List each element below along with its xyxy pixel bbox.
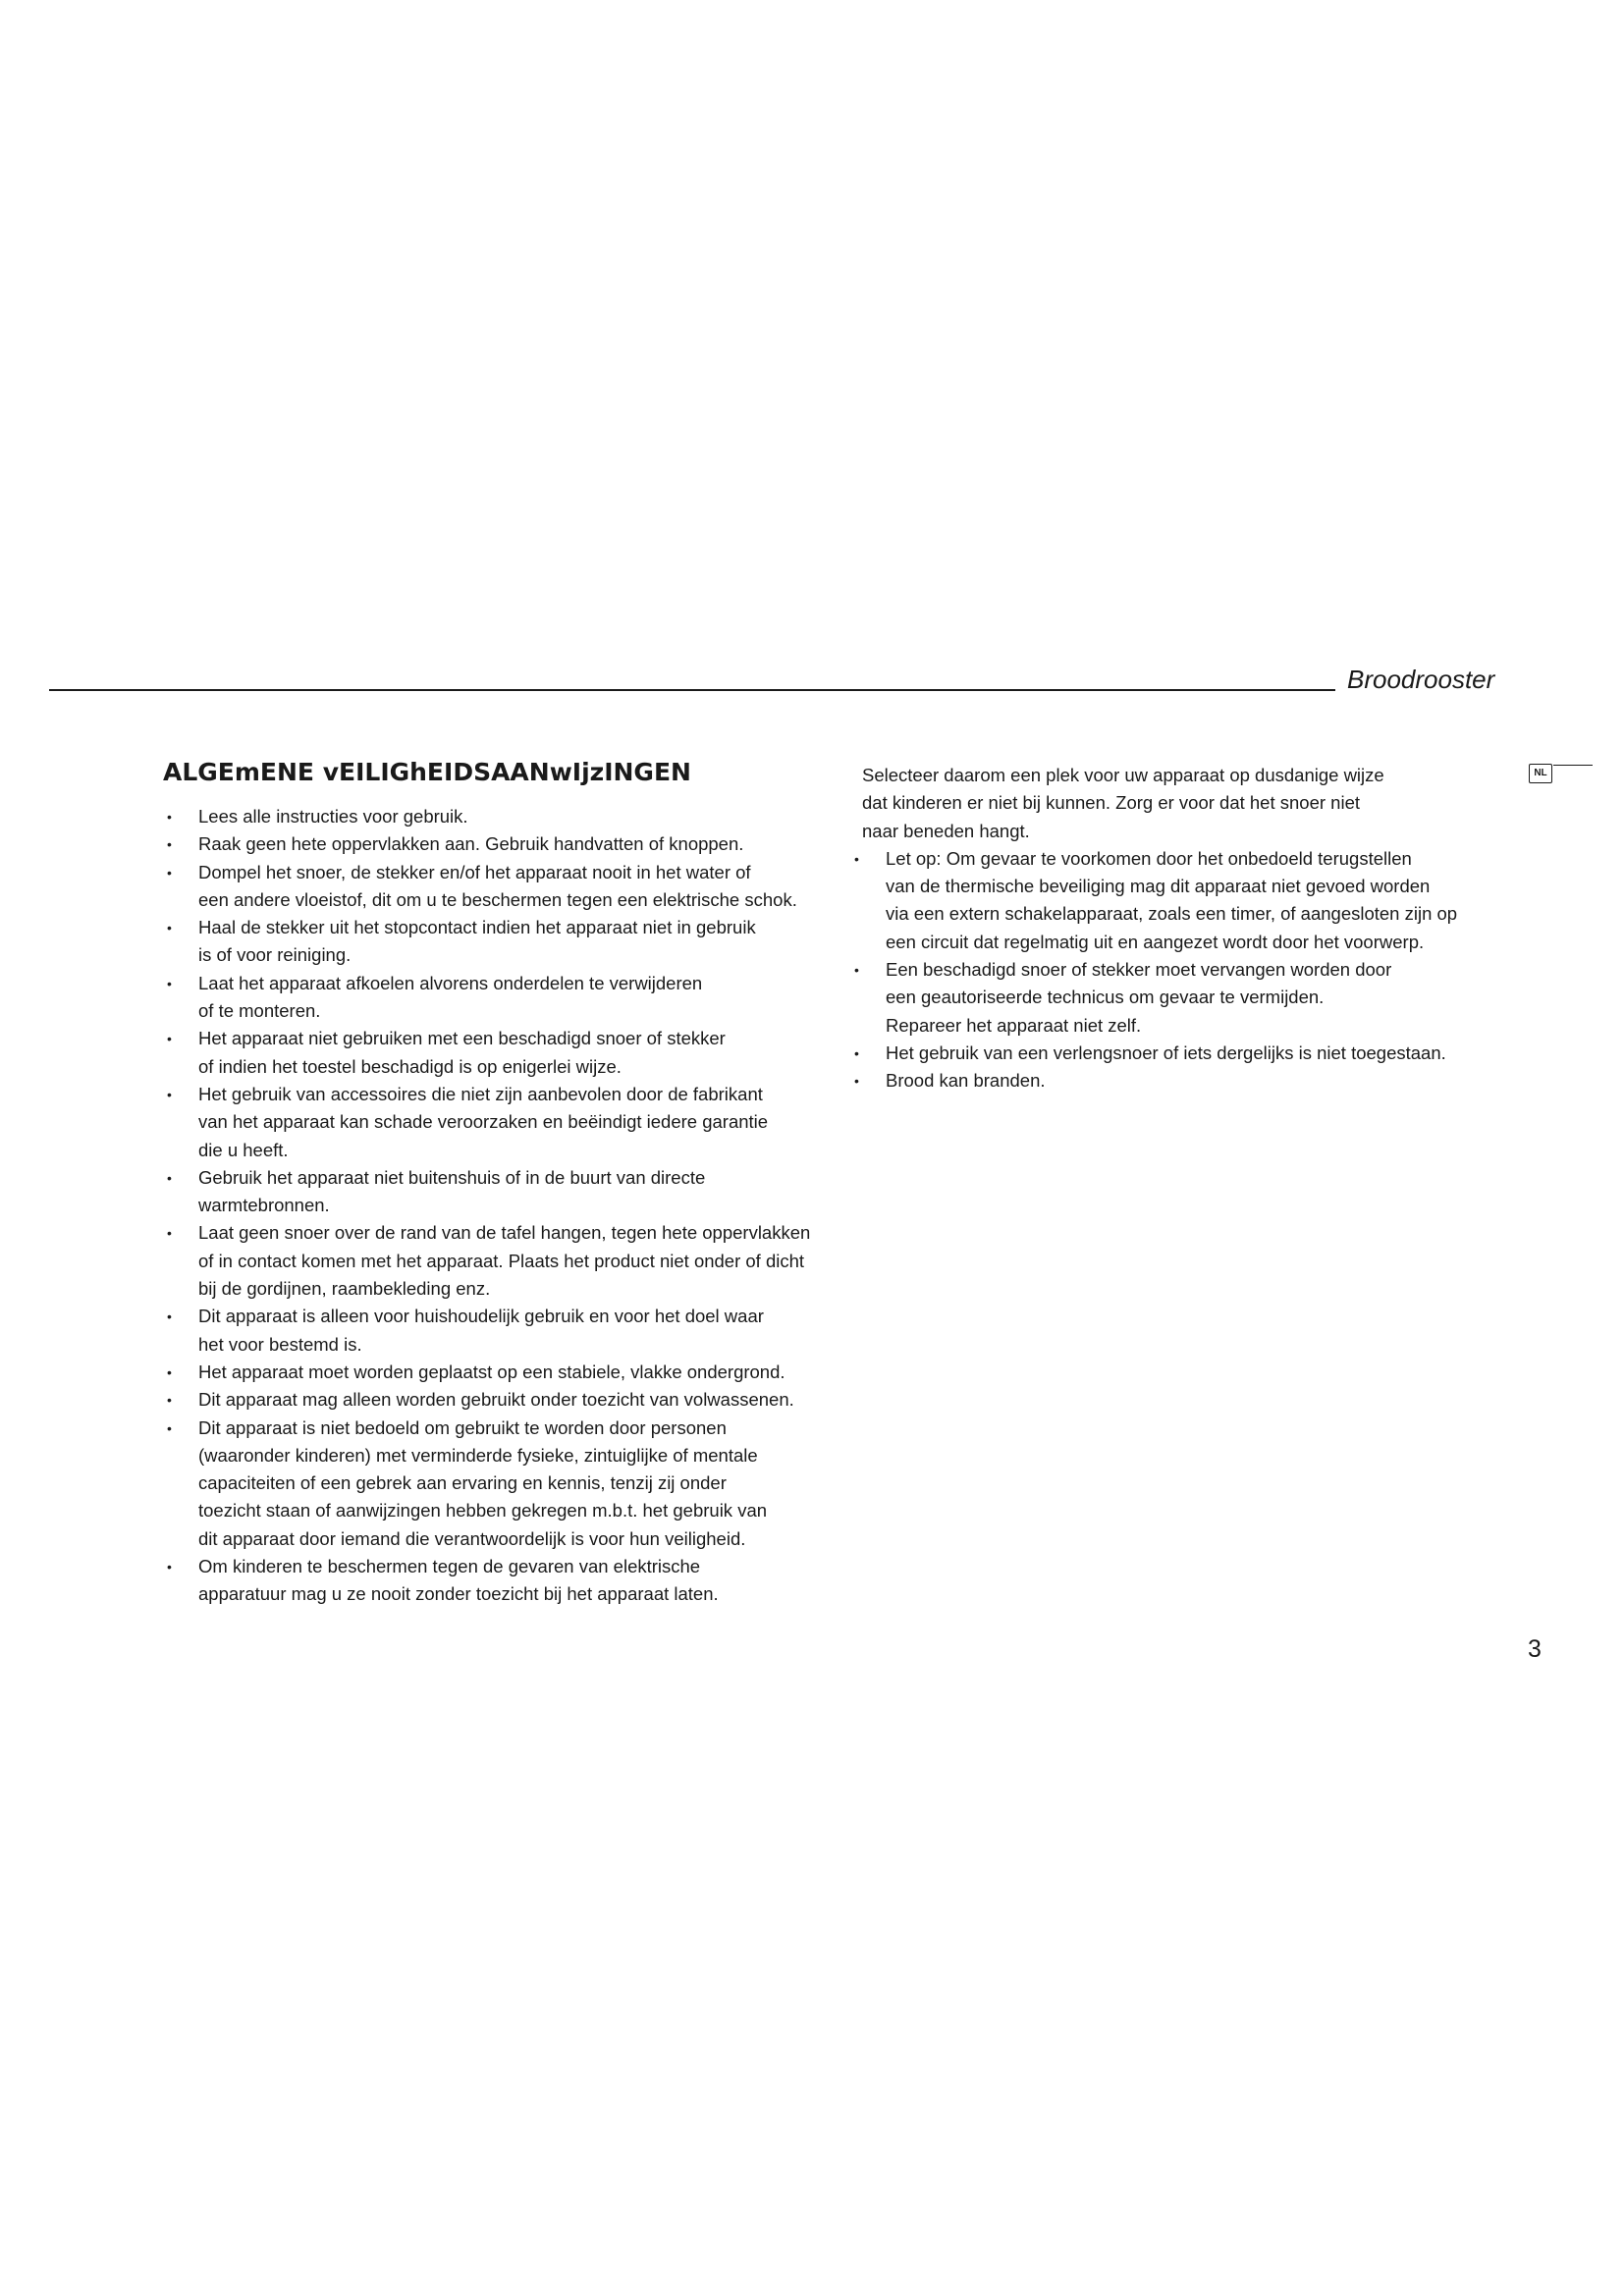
section-heading: ALGEmENE vEILIGhEIDSAANwIjzINGEN — [163, 758, 691, 786]
list-item: • Raak geen hete oppervlakken aan. Gebruik handvatten of knoppen. — [167, 830, 854, 858]
list-item: • Dit apparaat mag alleen worden gebruikt onder toezicht van volwassenen. — [167, 1386, 854, 1414]
list-item: • Haal de stekker uit het stopcontact indien het apparaat niet in gebruik is of voor reiniging. — [167, 914, 854, 970]
list-item: • Dit apparaat is niet bedoeld om gebruikt te worden door personen (waaronder kinderen) met verminderde fysieke, zintuiglijke of mentale capaciteiten of een gebrek aan ervaring en kennis, tenzij zij onder toezicht staan of aanwijzingen hebben gekregen m.b.t. het gebruik van dit apparaat door iemand die verantwoordelijk is voor hun veiligheid. — [167, 1415, 854, 1553]
list-item: • Een beschadigd snoer of stekker moet vervangen worden door een geautoriseerde technicus om gevaar te vermijden. Repareer het apparaat niet zelf. — [854, 956, 1502, 1040]
list-item: • Let op: Om gevaar te voorkomen door het onbedoeld terugstellen van de thermische beveiliging mag dit apparaat niet gevoed worden via een extern schakelapparaat, zoals een timer, of aangesloten zijn op een circuit dat regelmatig uit en aangezet wordt door het voorwerp. — [854, 845, 1502, 956]
continuation-text: Selecteer daarom een plek voor uw apparaat op dusdanige wijze dat kinderen er niet bij kunnen. Zorg er voor dat het snoer niet naar beneden hangt. — [862, 765, 1384, 841]
list-item: • Gebruik het apparaat niet buitenshuis of in de buurt van directe warmtebronnen. — [167, 1164, 854, 1220]
safety-list-right — [854, 762, 1502, 1095]
product-title: Broodrooster — [1347, 665, 1495, 694]
list-item: • Het gebruik van een verlengsnoer of iets dergelijks is niet toegestaan. — [854, 1040, 1502, 1067]
list-item: • Lees alle instructies voor gebruik. — [167, 803, 854, 830]
list-item: • Het gebruik van accessoires die niet zijn aanbevolen door de fabrikant van het apparaat kan schade veroorzaken en beëindigt iedere garantie die u heeft. — [167, 1081, 854, 1164]
language-badge: NL — [1529, 764, 1552, 783]
list-item: • Laat geen snoer over de rand van de tafel hangen, tegen hete oppervlakken of in contact komen met het apparaat. Plaats het product niet onder of dicht bij de gordijnen, raambekleding enz. — [167, 1219, 854, 1303]
list-item: • Het apparaat niet gebruiken met een beschadigd snoer of stekker of indien het toestel beschadigd is op enigerlei wijze. — [167, 1025, 854, 1081]
header-rule — [49, 689, 1335, 691]
list-item: • Brood kan branden. — [854, 1067, 1502, 1095]
language-badge-rule — [1553, 765, 1593, 766]
list-item: • Laat het apparaat afkoelen alvorens onderdelen te verwijderen of te monteren. — [167, 970, 854, 1026]
list-item: • Dompel het snoer, de stekker en/of het apparaat nooit in het water of een andere vloeistof, dit om u te beschermen tegen een elektrische schok. — [167, 859, 854, 915]
page-number: 3 — [1528, 1635, 1542, 1663]
list-item: • Het apparaat moet worden geplaatst op een stabiele, vlakke ondergrond. — [167, 1359, 854, 1386]
list-item: • Om kinderen te beschermen tegen de gevaren van elektrische apparatuur mag u ze nooit zonder toezicht bij het apparaat laten. — [167, 1553, 854, 1609]
safety-list-left — [167, 803, 854, 1609]
list-item: • Dit apparaat is alleen voor huishoudelijk gebruik en voor het doel waar het voor bestemd is. — [167, 1303, 854, 1359]
